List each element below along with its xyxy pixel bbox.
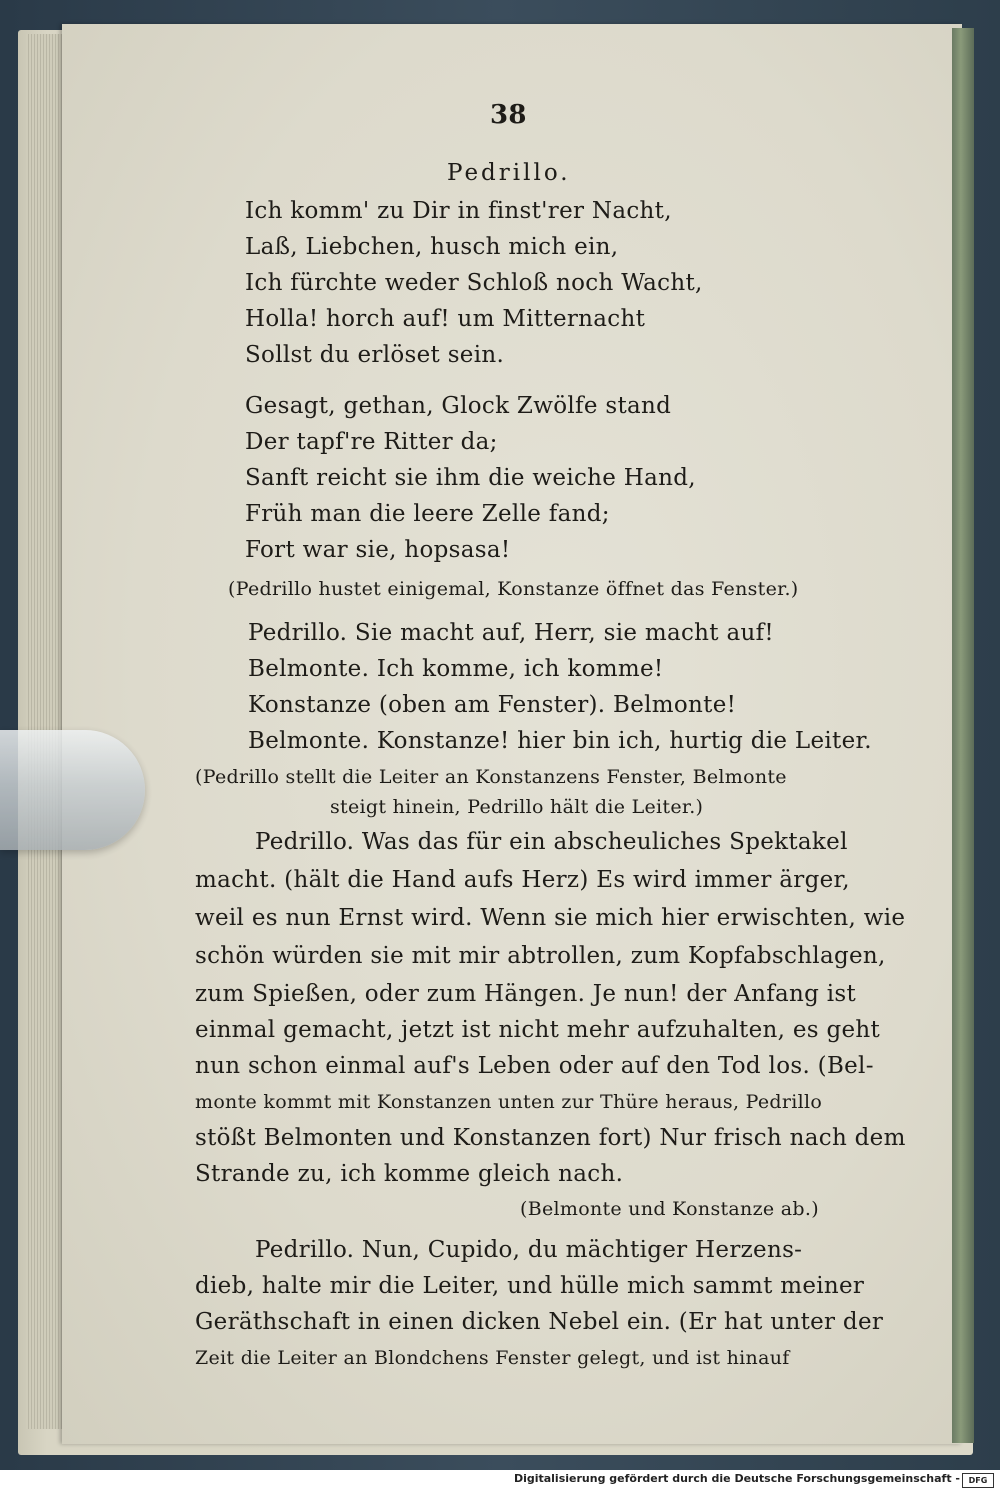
dialogue-line: Pedrillo. Nun, Cupido, du mächtiger Herzens- (255, 1237, 803, 1263)
stage-direction: monte kommt mit Konstanzen unten zur Thüre heraus, Pedrillo (195, 1091, 823, 1113)
dialogue-line: Belmonte. Konstanze! hier bin ich, hurtig die Leiter. (248, 728, 872, 754)
verse-line: Sanft reicht sie ihm die weiche Hand, (245, 465, 696, 491)
prose-line: einmal gemacht, jetzt ist nicht mehr aufzuhalten, es geht (195, 1017, 881, 1043)
prose-line: Geräthschaft in einen dicken Nebel ein. (Er hat unter der (195, 1309, 884, 1335)
prose-line: nun schon einmal auf's Leben oder auf den Tod los. (Bel- (195, 1053, 874, 1079)
verse-line: Laß, Liebchen, husch mich ein, (245, 234, 619, 260)
dialogue-line: Pedrillo. Sie macht auf, Herr, sie macht auf! (248, 620, 774, 646)
verse-line: Fort war sie, hopsasa! (245, 537, 511, 563)
prose-line: stößt Belmonten und Konstanzen fort) Nur frisch nach dem (195, 1125, 906, 1151)
verse-line: Früh man die leere Zelle fand; (245, 501, 610, 527)
verse-line: Holla! horch auf! um Mitternacht (245, 306, 646, 332)
verse-line: Gesagt, gethan, Glock Zwölfe stand (245, 393, 672, 419)
prose-line: dieb, halte mir die Leiter, und hülle mich sammt meiner (195, 1273, 865, 1299)
stage-direction: steigt hinein, Pedrillo hält die Leiter.) (330, 796, 704, 818)
stage-direction: (Pedrillo stellt die Leiter an Konstanzens Fenster, Belmonte (195, 766, 787, 788)
page-number: 38 (490, 100, 527, 130)
speaker-heading: Pedrillo. (447, 160, 571, 186)
verse-line: Der tapf're Ritter da; (245, 429, 498, 455)
verse-line: Ich komm' zu Dir in finst'rer Nacht, (245, 198, 672, 224)
verse-line: Ich fürchte weder Schloß noch Wacht, (245, 270, 703, 296)
prose-line: weil es nun Ernst wird. Wenn sie mich hier erwischten, wie (195, 905, 906, 931)
footer-credit: Digitalisierung gefördert durch die Deutsche Forschungsgemeinschaft - (513, 1472, 960, 1485)
prose-line: schön würden sie mit mir abtrollen, zum Kopfabschlagen, (195, 943, 886, 969)
stage-direction: (Pedrillo hustet einigemal, Konstanze öffnet das Fenster.) (228, 578, 799, 600)
dialogue-line: Pedrillo. Was das für ein abscheuliches Spektakel (255, 829, 848, 855)
prose-line: macht. (hält die Hand aufs Herz) Es wird immer ärger, (195, 867, 850, 893)
stage-direction: (Belmonte und Konstanze ab.) (520, 1198, 819, 1220)
verse-line: Sollst du erlöset sein. (245, 342, 505, 368)
dialogue-line: Belmonte. Ich komme, ich komme! (248, 656, 664, 682)
scanner-clip (0, 730, 145, 850)
prose-line: Strande zu, ich komme gleich nach. (195, 1161, 624, 1187)
stage-direction: Zeit die Leiter an Blondchens Fenster gelegt, und ist hinauf (195, 1347, 790, 1369)
dfg-logo: DFG (962, 1473, 994, 1488)
book-gutter (952, 28, 974, 1443)
dialogue-line: Konstanze (oben am Fenster). Belmonte! (248, 692, 737, 718)
prose-line: zum Spießen, oder zum Hängen. Je nun! der Anfang ist (195, 981, 857, 1007)
